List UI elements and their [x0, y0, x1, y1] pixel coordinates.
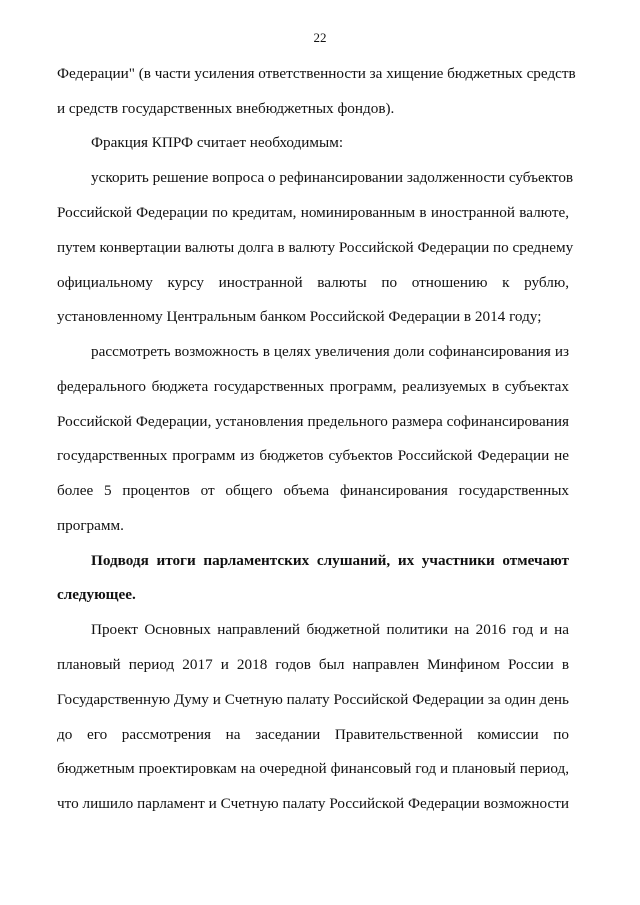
text-line: плановый период 2017 и 2018 годов был направлен Минфином России в — [57, 656, 569, 673]
text-line: до его рассмотрения на заседании Правительственной комиссии по — [57, 726, 569, 743]
page-number: 22 — [313, 30, 327, 45]
text-line: что лишило парламент и Счетную палату Российской Федерации возможности — [57, 795, 569, 812]
text-line: Российской Федерации, установления предельного размера софинансирования — [57, 413, 569, 430]
text-line: Подводя итоги парламентских слушаний, их участники отмечают — [91, 552, 569, 569]
text-line: программ. — [57, 517, 124, 534]
text-line: федерального бюджета государственных программ, реализуемых в субъектах — [57, 378, 569, 395]
text-line: бюджетным проектировкам на очередной финансовый год и плановый период, — [57, 760, 569, 777]
text-line: следующее. — [57, 586, 136, 603]
text-line: официальному курсу иностранной валюты по отношению к рублю, — [57, 274, 569, 291]
text-line: государственных программ из бюджетов субъектов Российской Федерации не — [57, 447, 569, 464]
text-line: установленному Центральным банком Российской Федерации в 2014 году; — [57, 308, 542, 325]
text-line: более 5 процентов от общего объема финансирования государственных — [57, 482, 569, 499]
text-line: Федерации" (в части усиления ответственности за хищение бюджетных средств — [57, 65, 576, 82]
text-line: Российской Федерации по кредитам, номинированным в иностранной валюте, — [57, 204, 569, 221]
text-line: Государственную Думу и Счетную палату Российской Федерации за один день — [57, 691, 569, 708]
text-line: рассмотреть возможность в целях увеличения доли софинансирования из — [91, 343, 569, 360]
text-line: путем конвертации валюты долга в валюту Российской Федерации по среднему — [57, 239, 574, 256]
text-line: Фракция КПРФ считает необходимым: — [91, 134, 344, 151]
text-line: Проект Основных направлений бюджетной политики на 2016 год и на — [91, 621, 569, 638]
text-line: ускорить решение вопроса о рефинансировании задолженности субъектов — [91, 169, 574, 186]
text-line: и средств государственных внебюджетных фондов). — [57, 100, 395, 117]
